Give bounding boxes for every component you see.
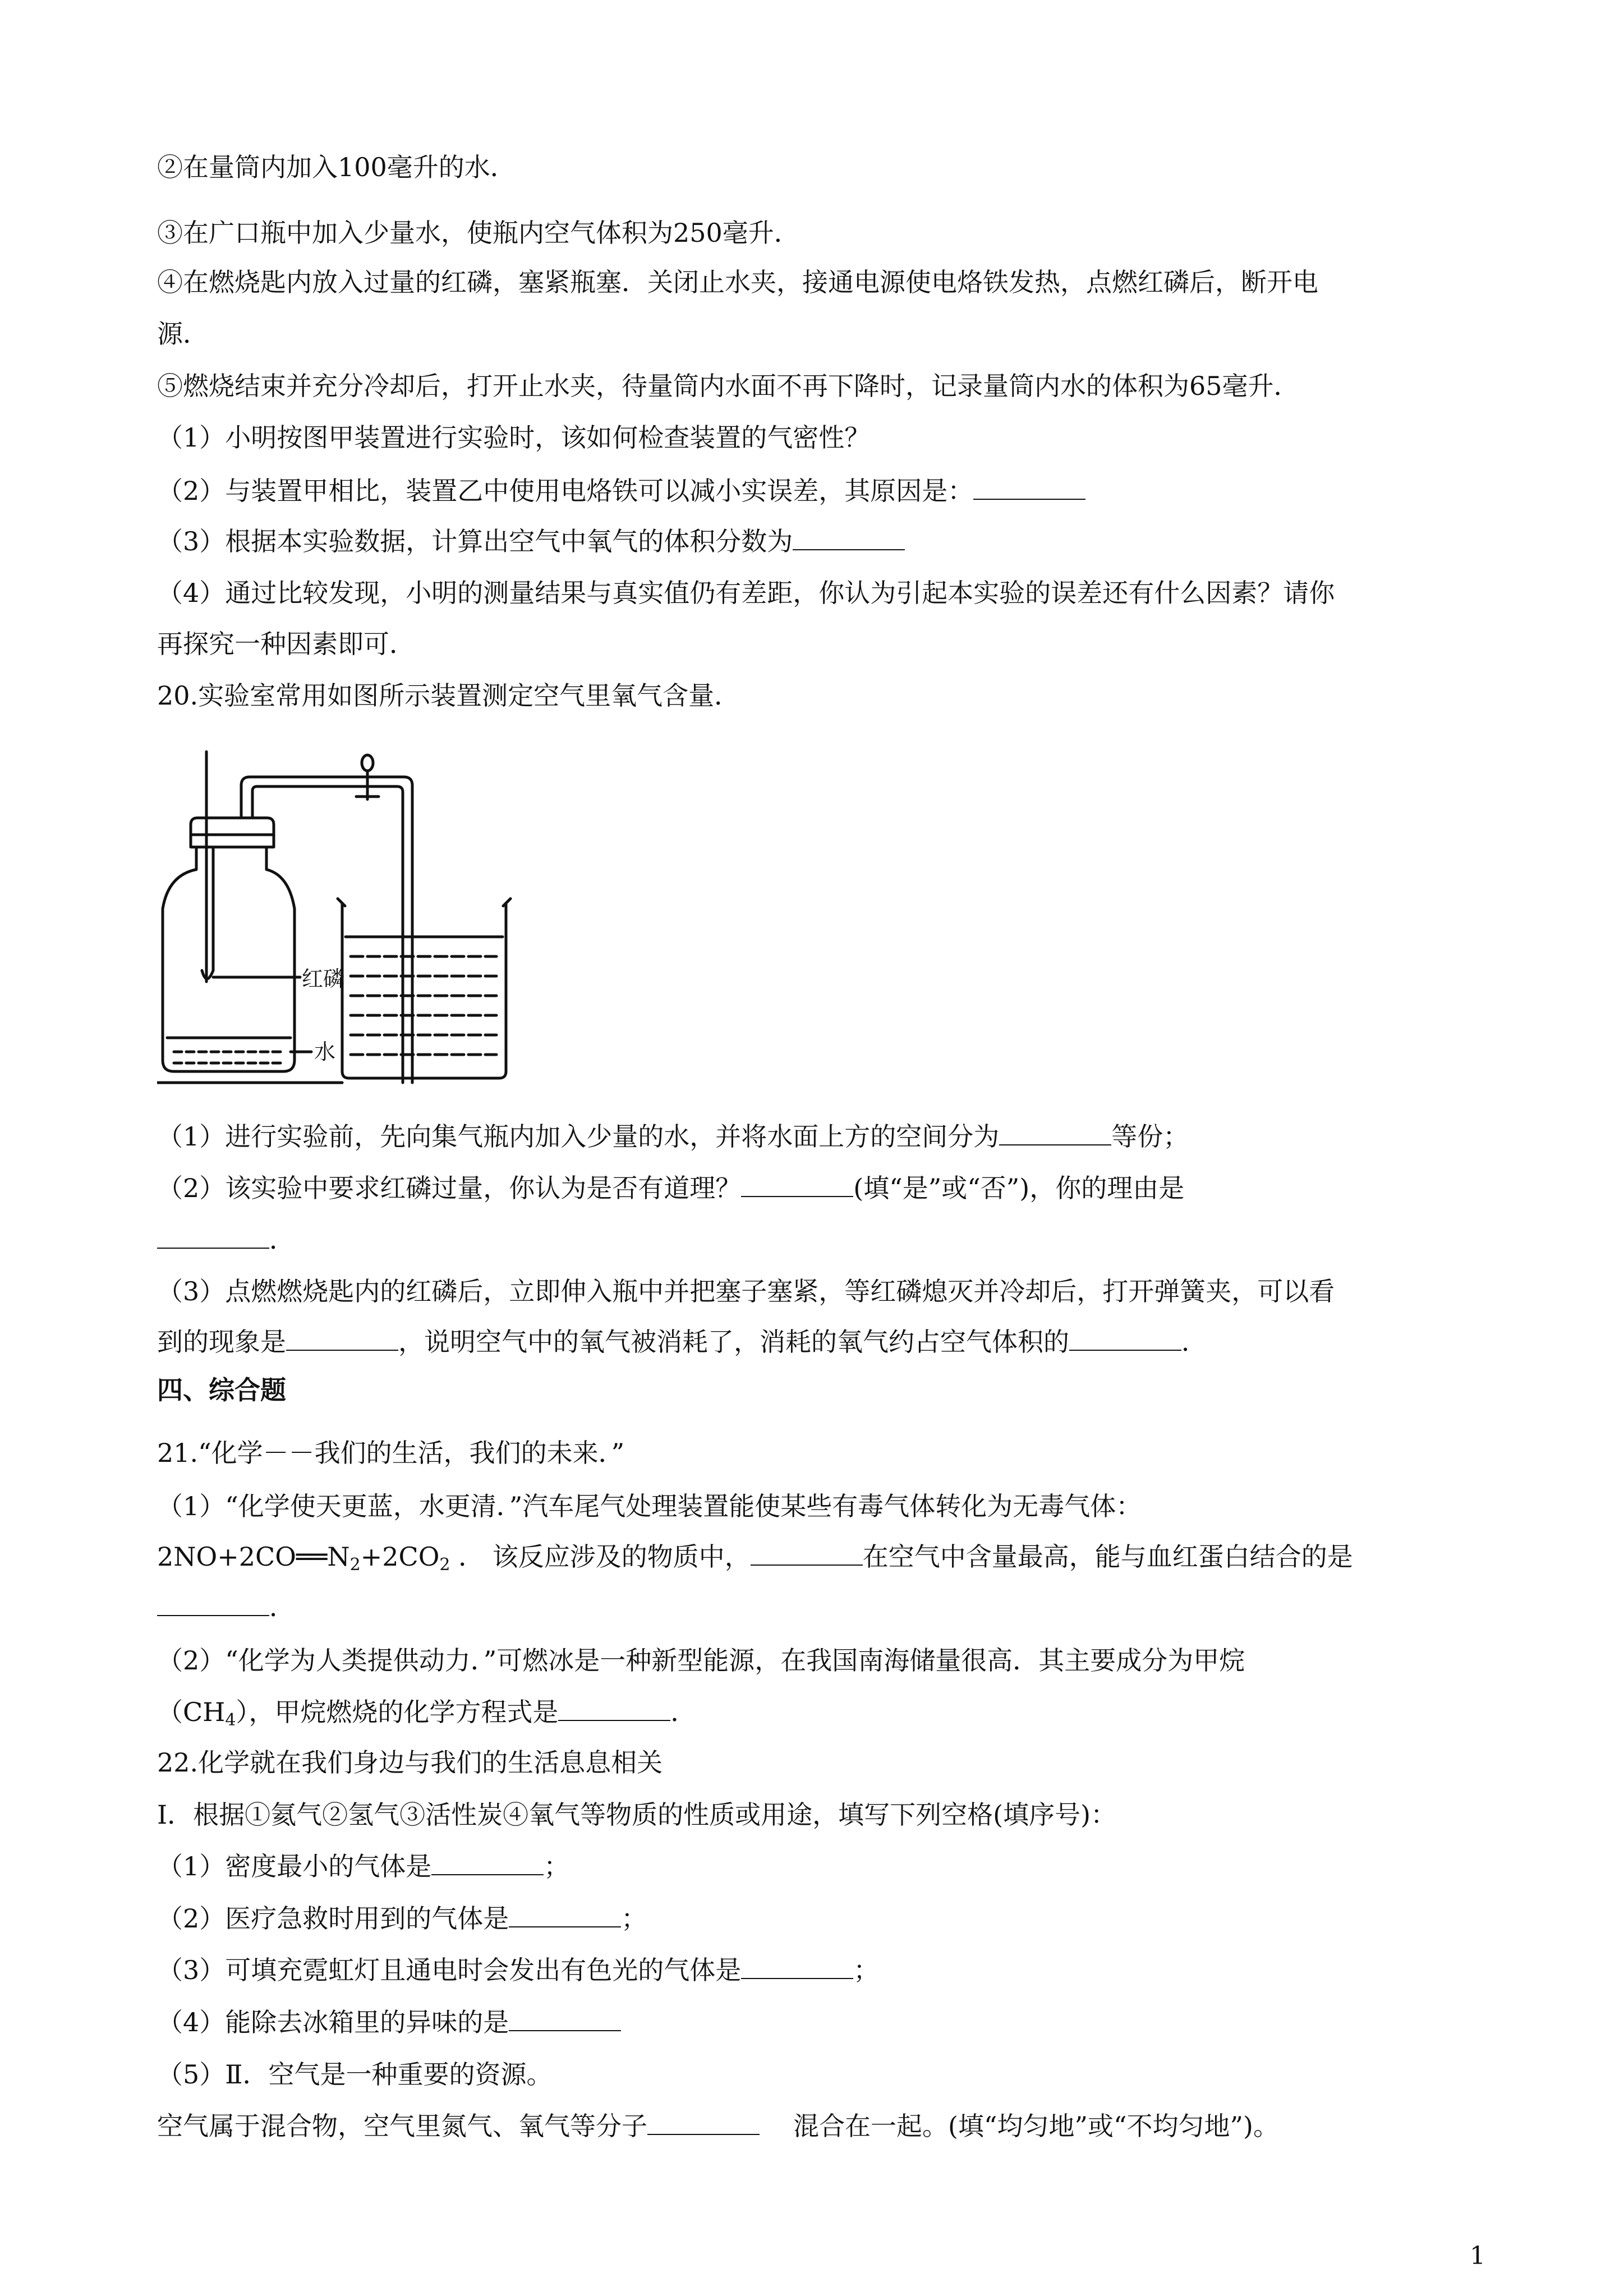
question-text: （1）进行实验前，先向集气瓶内加入少量的水，并将水面上方的空间分为: [157, 1121, 1000, 1152]
question-line: [157, 1540, 1353, 1582]
text-line: ⑤燃烧结束并充分冷却后，打开止水夹，待量筒内水面不再下降时，记录量筒内水的体积为65毫升．: [157, 371, 1300, 401]
answer-blank[interactable]: [647, 2109, 760, 2135]
question-text: ；: [621, 1903, 647, 1934]
question-21-title: 21.“化学－－我们的生活，我们的未来．”: [157, 1438, 625, 1468]
question-text: ；: [853, 1955, 880, 1985]
question-line: [157, 1849, 569, 1883]
question-line: [157, 1902, 647, 1935]
oxygen-measurement-apparatus-diagram: [157, 746, 516, 1088]
question-text: （4）能除去冰箱里的异味的是: [157, 2007, 509, 2037]
question-text: 混合在一起。(填“均匀地”或“不均匀地”)。: [793, 2111, 1279, 2141]
question-line: [157, 1223, 295, 1257]
answer-blank[interactable]: [157, 1590, 269, 1616]
question-text: ．: [269, 1225, 295, 1255]
question-text: ），甲烷燃烧的化学方程式是: [236, 1697, 559, 1727]
question-text: （1）密度最小的气体是: [157, 1851, 432, 1881]
beaker: [342, 903, 506, 1078]
subscript: 4: [225, 1710, 236, 1730]
question-line: [157, 2109, 1279, 2143]
answer-blank[interactable]: [793, 524, 905, 550]
question-text: ． 该反应涉及的物质中，: [450, 1542, 751, 1572]
text-line: ③在广口瓶中加入少量水，使瓶内空气体积为250毫升．: [157, 218, 800, 248]
answer-blank[interactable]: [751, 1540, 863, 1566]
question-text: ，说明空气中的氧气被消耗了，消耗的氧气约占空气体积的: [398, 1327, 1069, 1357]
question-line: （5）Ⅱ．空气是一种重要的资源。: [157, 2059, 553, 2090]
question-text: （3）根据本实验数据，计算出空气中氧气的体积分数为: [157, 526, 793, 556]
question-text: （2）与装置甲相比，装置乙中使用电烙铁可以减小实误差，其原因是：: [157, 476, 974, 506]
question-text: (填“是”或“否”)，你的理由是: [853, 1173, 1185, 1203]
answer-blank[interactable]: [1069, 1325, 1181, 1351]
answer-blank[interactable]: [741, 1171, 853, 1197]
question-text: （3）可填充霓虹灯且通电时会发出有色光的气体是: [157, 1955, 742, 1985]
page-number: 1: [1470, 2242, 1485, 2270]
question-text: 空气属于混合物，空气里氮气、氧气等分子: [157, 2111, 647, 2141]
stopper: [191, 818, 274, 847]
question-text: 到的现象是: [157, 1327, 286, 1357]
chemical-equation: $2NO+2CO══N_2+2CO_2$: [157, 1542, 450, 1575]
label-water: 水: [314, 1041, 336, 1064]
question-line: （3）点燃燃烧匙内的红磷后，立即伸入瓶中并把塞子塞紧，等红磷熄灭并冷却后，打开弹簧夹，可以看: [157, 1276, 1335, 1306]
question-line: [157, 474, 1085, 508]
answer-blank[interactable]: [286, 1325, 398, 1351]
question-line: （1）“化学使天更蓝，水更清．”汽车尾气处理装置能使某些有毒气体转化为无毒气体：: [157, 1491, 1142, 1521]
answer-blank[interactable]: [509, 1902, 621, 1927]
spring-clamp: [362, 755, 373, 771]
answer-blank[interactable]: [741, 1953, 853, 1979]
question-line: [157, 524, 905, 558]
question-text: 在空气中含量最高，能与血红蛋白结合的是: [862, 1542, 1353, 1572]
answer-blank[interactable]: [558, 1695, 670, 1721]
question-22-title: 22.化学就在我们身边与我们的生活息息相关: [157, 1747, 663, 1778]
question-line: [157, 1953, 879, 1987]
question-line: （1）小明按图甲装置进行实验时，该如何检查装置的气密性？: [157, 422, 871, 453]
question-20-title: 20.实验室常用如图所示装置测定空气里氧气含量．: [157, 680, 740, 711]
question-line: [157, 1171, 1184, 1205]
text-line: ④在燃烧匙内放入过量的红磷，塞紧瓶塞．关闭止水夹，接通电源使电烙铁发热，点燃红磷后，断开电: [157, 267, 1318, 297]
label-red-phosphorus: 红磷: [302, 968, 345, 991]
answer-blank[interactable]: [509, 2005, 621, 2031]
question-text: （2）医疗急救时用到的气体是: [157, 1903, 509, 1934]
answer-blank[interactable]: [157, 1223, 269, 1249]
answer-blank[interactable]: [431, 1849, 544, 1875]
answer-blank[interactable]: [999, 1120, 1111, 1145]
question-line: （2）“化学为人类提供动力．”可燃冰是一种新型能源，在我国南海储量很高．其主要成分为甲烷: [157, 1645, 1245, 1676]
question-line: 再探究一种因素即可．: [157, 629, 415, 659]
question-text: （CH: [157, 1697, 226, 1727]
question-line: [157, 1695, 696, 1737]
answer-blank[interactable]: [973, 474, 1085, 500]
question-text: （2）该实验中要求红磷过量，你认为是否有道理？: [157, 1173, 742, 1203]
apparatus-figure: [157, 746, 516, 1088]
question-text: ．: [269, 1592, 295, 1622]
text-line: 源．: [157, 319, 209, 349]
section-heading: 四、综合题: [157, 1375, 286, 1405]
question-text: ；: [544, 1851, 570, 1881]
question-line: Ⅰ．根据①氦气②氢气③活性炭④氧气等物质的性质或用途，填写下列空格(填序号)：: [157, 1800, 1117, 1830]
text-line: ②在量筒内加入100毫升的水．: [157, 152, 516, 182]
question-text: 等份；: [1111, 1121, 1189, 1152]
question-line: （4）通过比较发现，小明的测量结果与真实值仍有差距，你认为引起本实验的误差还有什么因素？请你: [157, 578, 1335, 608]
question-text: ．: [1181, 1327, 1207, 1357]
question-line: [157, 1120, 1189, 1153]
question-line: [157, 1325, 1207, 1359]
question-line: [157, 1590, 295, 1624]
question-text: ．: [670, 1697, 697, 1727]
question-line: [157, 2005, 621, 2039]
